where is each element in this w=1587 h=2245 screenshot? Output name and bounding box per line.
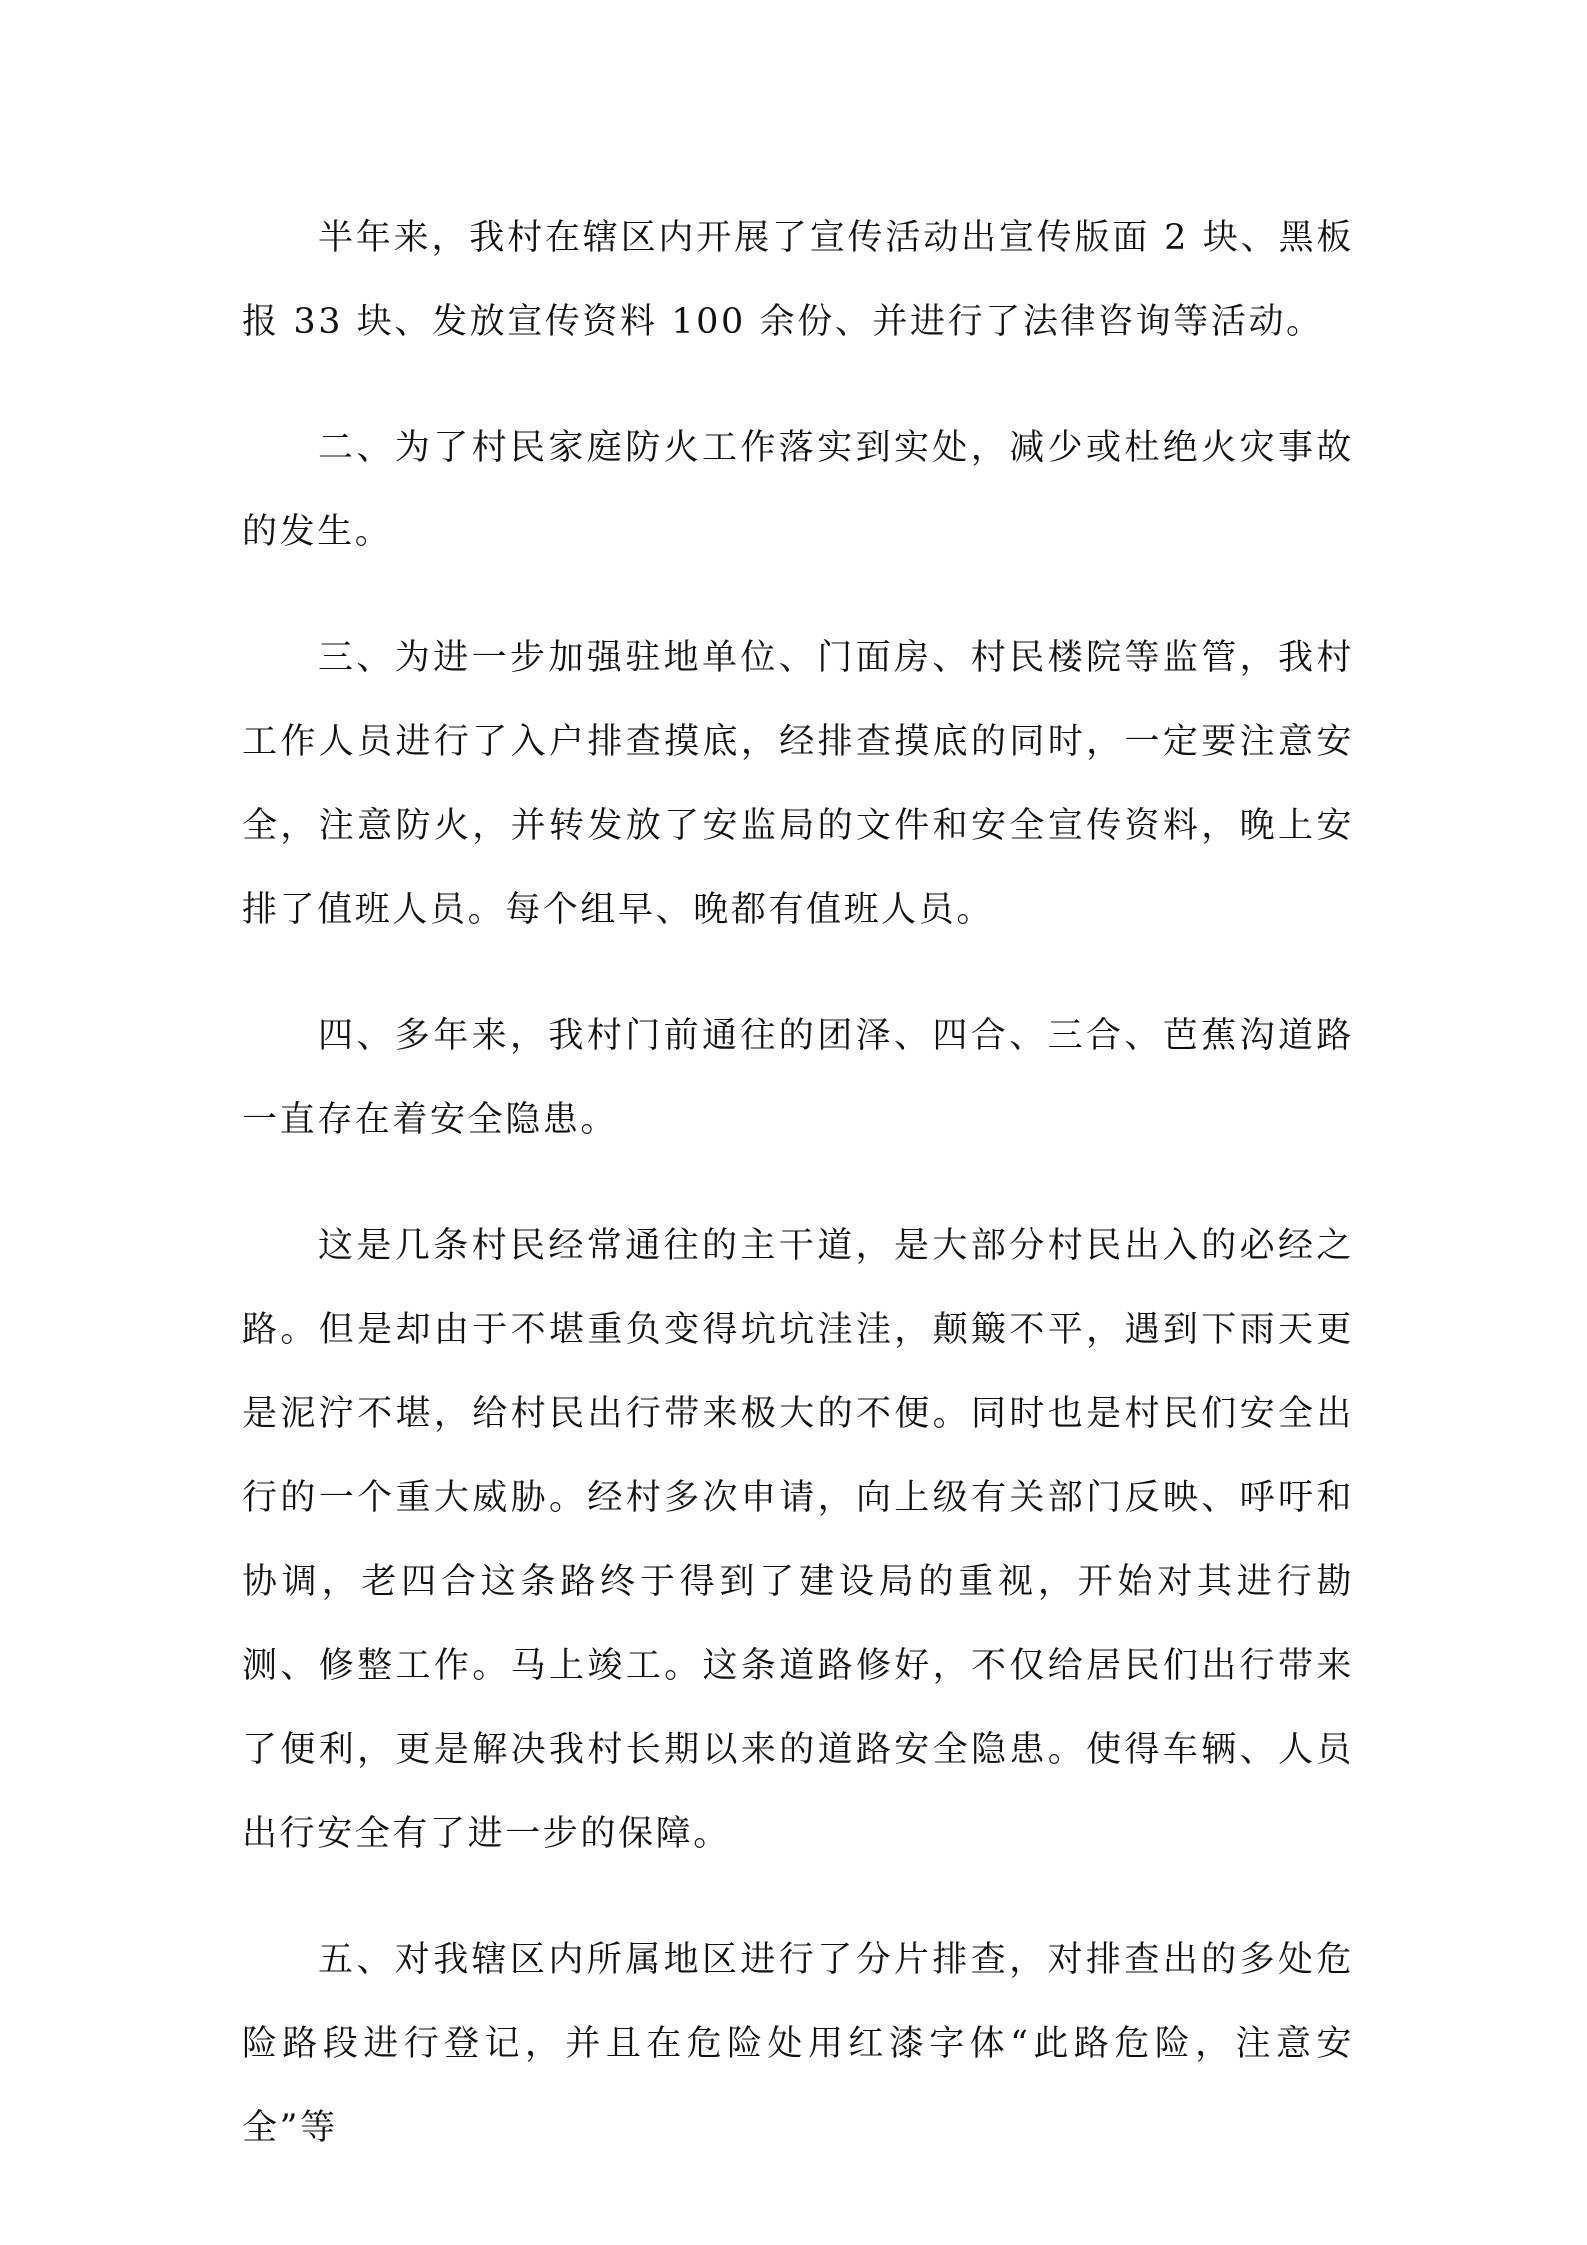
paragraph-road-hazard: 四、多年来，我村门前通往的团泽、四合、三合、芭蕉沟道路一直存在着安全隐患。	[242, 1016, 1354, 1140]
paragraph-danger-sections: 五、对我辖区内所属地区进行了分片排查，对排查出的多处危险路段进行登记，并且在危险处用红漆字体“此路危险，注意安全”等	[242, 1940, 1354, 2148]
paragraph-inspection: 三、为进一步加强驻地单位、门面房、村民楼院等监管，我村工作人员进行了入户排查摸底，经排查摸底的同时，一定要注意安全，注意防火，并转发放了安监局的文件和安全宣传资料，晚上安排了值班人员。每个组早、晚都有值班人员。	[242, 638, 1354, 930]
paragraph-road-repair: 这是几条村民经常通往的主干道，是大部分村民出入的必经之路。但是却由于不堪重负变得坑坑洼洼，颠簸不平，遇到下雨天更是泥泞不堪，给村民出行带来极大的不便。同时也是村民们安全出行的一个重大威胁。经村多次申请，向上级有关部门反映、呼吁和协调，老四合这条路终于得到了建设局的重视，开始对其进行勘测、修整工作。马上竣工。这条道路修好，不仅给居民们出行带来了便利，更是解决我村长期以来的道路安全隐患。使得车辆、人员出行安全有了进一步的保障。	[242, 1226, 1354, 1854]
paragraph-fire-prevention: 二、为了村民家庭防火工作落实到实处，减少或杜绝火灾事故的发生。	[242, 428, 1354, 552]
paragraph-propaganda: 半年来，我村在辖区内开展了宣传活动出宣传版面 2 块、黑板报 33 块、发放宣传资料 100 余份、并进行了法律咨询等活动。	[242, 218, 1354, 342]
document-body	[242, 196, 1354, 2212]
